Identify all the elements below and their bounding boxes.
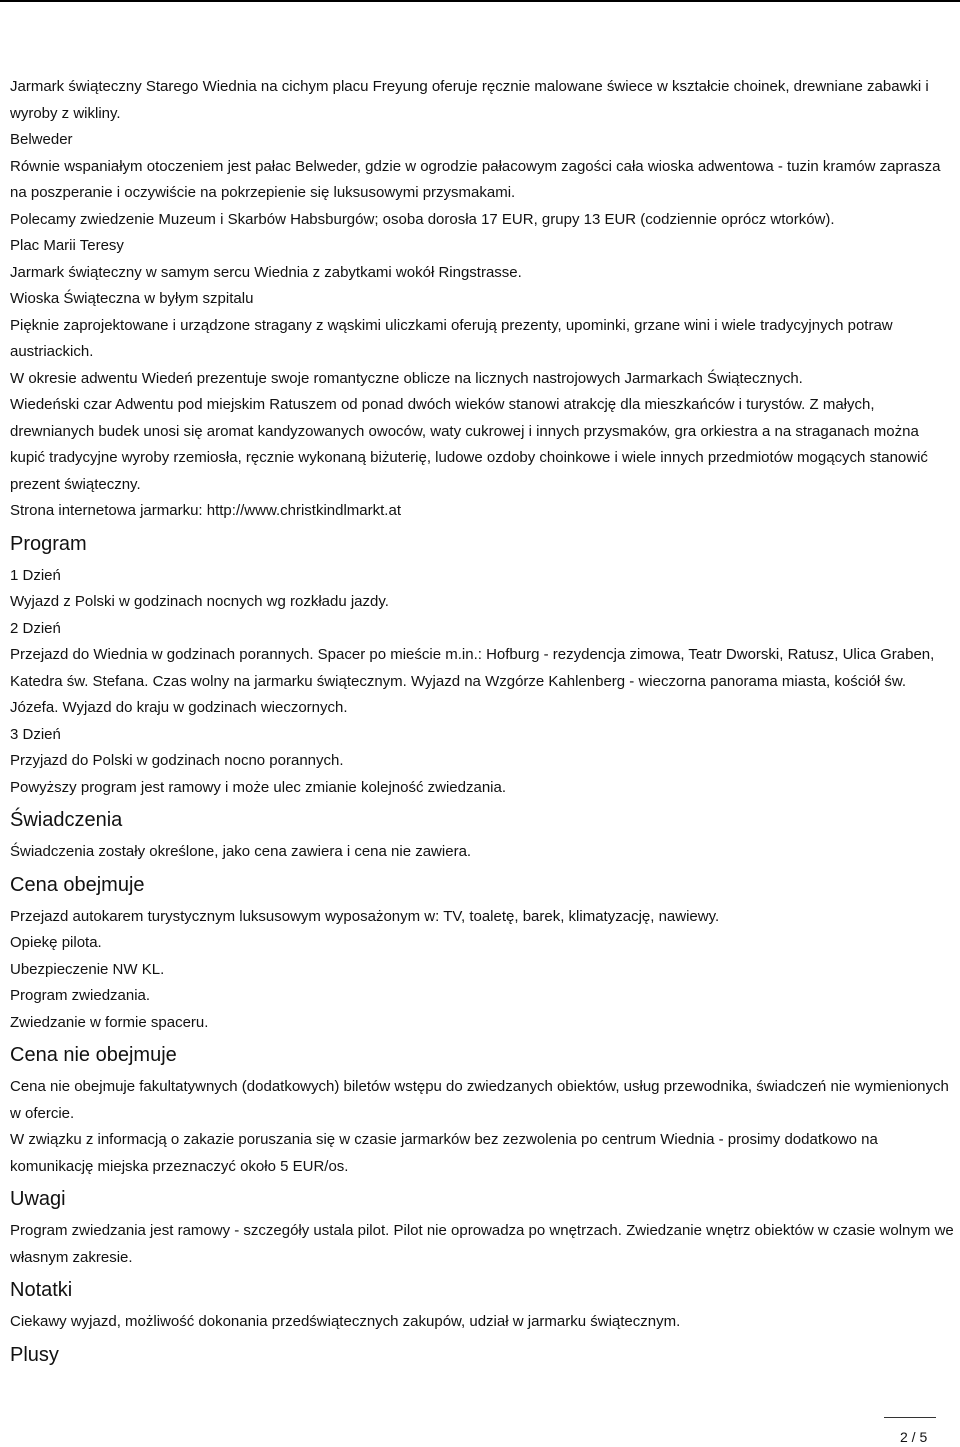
- program-day-2-text: Przejazd do Wiednia w godzinach porannych. Spacer po mieście m.in.: Hofburg - rezydencja zimowa, Teatr Dworski, Ratusz, Ulica Graben, Katedra św. Stefana. Czas wolny na jarmarku świątecznym. Wyjazd na Wzgórze Kahlenberg - wieczorna panorama miasta, kościół św. Józefa. Wyjazd do kraju w godzinach wieczornych.: [10, 646, 935, 716]
- heading-swiadczenia: Świadczenia: [10, 809, 123, 831]
- program-day-1: 1 Dzień: [10, 566, 61, 584]
- subheading-plac-marii-teresy: Plac Marii Teresy: [10, 237, 124, 254]
- page-number: 2 / 5: [900, 1429, 928, 1445]
- cena-obejmuje-item: Program zwiedzania.: [10, 987, 151, 1004]
- document-body: [10, 74, 955, 1374]
- program-note: Powyższy program jest ramowy i może ulec zmianie kolejność zwiedzania.: [10, 778, 507, 796]
- heading-uwagi: Uwagi: [10, 1188, 66, 1210]
- cena-nie-obejmuje-text: W związku z informacją o zakazie poruszania się w czasie jarmarków bez zezwolenia po centrum Wiednia - prosimy dodatkowo na komunikację miejska przeznaczyć około 5 EUR/os.: [10, 1131, 878, 1175]
- paragraph-stragany: Pięknie zaprojektowane i urządzone stragany z wąskimi uliczkami oferują prezenty, upominki, grzane wini i wiele tradycyjnych potraw austriackich.: [10, 316, 893, 360]
- footer-rule: [884, 1417, 936, 1418]
- notatki-text: Ciekawy wyjazd, możliwość dokonania przedświątecznych zakupów, udział w jarmarku świątecznym.: [10, 1313, 681, 1330]
- program-day-3-text: Przyjazd do Polski w godzinach nocno porannych.: [10, 752, 344, 769]
- program-day-2: 2 Dzień: [10, 619, 61, 637]
- cena-nie-obejmuje-text: Cena nie obejmuje fakultatywnych (dodatkowych) biletów wstępu do zwiedzanych obiektów, usług przewodnika, świadczeń nie wymienionych w ofercie.: [10, 1078, 949, 1122]
- heading-notatki: Notatki: [10, 1279, 73, 1301]
- cena-obejmuje-item: Ubezpieczenie NW KL.: [10, 960, 165, 978]
- paragraph-ringstrasse: Jarmark świąteczny w samym sercu Wiednia z zabytkami wokół Ringstrasse.: [10, 263, 522, 281]
- swiadczenia-text: Świadczenia zostały określone, jako cena zawiera i cena nie zawiera.: [10, 843, 472, 860]
- paragraph-ratusz: Wiedeński czar Adwentu pod miejskim Ratuszem od ponad dwóch wieków stanowi atrakcję dla mieszkańców i turystów. Z małych, drewnianych budek unosi się aromat kandyzowanych owoców, waty cukrowej i innych przysmaków, gra orkiestra a na straganach można kupić tradycyjne wyroby rzemiosła, ręcznie wykonaną biżuterię, ludowe ozdoby choinkowe i wiele innych przedmiotów mogących stanowić prezent świąteczny.: [10, 396, 928, 493]
- cena-obejmuje-item: Przejazd autokarem turystycznym luksusowym wyposażonym w: TV, toaletę, barek, klimatyzację, nawiewy.: [10, 907, 720, 925]
- paragraph-adwent: W okresie adwentu Wiedeń prezentuje swoje romantyczne oblicze na licznych nastrojowych Jarmarkach Świątecznych.: [10, 369, 803, 387]
- heading-cena-obejmuje: Cena obejmuje: [10, 873, 145, 896]
- uwagi-text: Program zwiedzania jest ramowy - szczegóły ustala pilot. Pilot nie oprowadza po wnętrzach. Zwiedzanie wnętrz obiektów w czasie wolnym we własnym zakresie.: [10, 1222, 954, 1266]
- heading-program: Program: [10, 532, 87, 555]
- paragraph-belweder: Równie wspaniałym otoczeniem jest pałac Belweder, gdzie w ogrodzie pałacowym zagości cała wioska adwentowa - tuzin kramów zaprasza na poszperanie i oczywiście na pokrzepienie się luksusowymi przysmakami.: [10, 157, 941, 201]
- website-line: Strona internetowa jarmarku: http://www.christkindlmarkt.at: [10, 502, 401, 519]
- heading-cena-nie-obejmuje: Cena nie obejmuje: [10, 1044, 177, 1066]
- top-rule: [0, 0, 960, 2]
- heading-plusy: Plusy: [10, 1343, 59, 1366]
- paragraph-freyung: Jarmark świąteczny Starego Wiednia na cichym placu Freyung oferuje ręcznie malowane świece w kształcie choinek, drewniane zabawki i wyroby z wikliny.: [10, 78, 929, 122]
- cena-obejmuje-item: Zwiedzanie w formie spaceru.: [10, 1013, 209, 1031]
- cena-obejmuje-item: Opiekę pilota.: [10, 934, 102, 951]
- paragraph-muzeum: Polecamy zwiedzenie Muzeum i Skarbów Habsburgów; osoba dorosła 17 EUR, grupy 13 EUR (codziennie oprócz wtorków).: [10, 210, 835, 228]
- subheading-belweder: Belweder: [10, 131, 73, 148]
- program-day-3: 3 Dzień: [10, 725, 61, 743]
- program-day-1-text: Wyjazd z Polski w godzinach nocnych wg rozkładu jazdy.: [10, 593, 389, 610]
- subheading-wioska: Wioska Świąteczna w byłym szpitalu: [10, 290, 254, 307]
